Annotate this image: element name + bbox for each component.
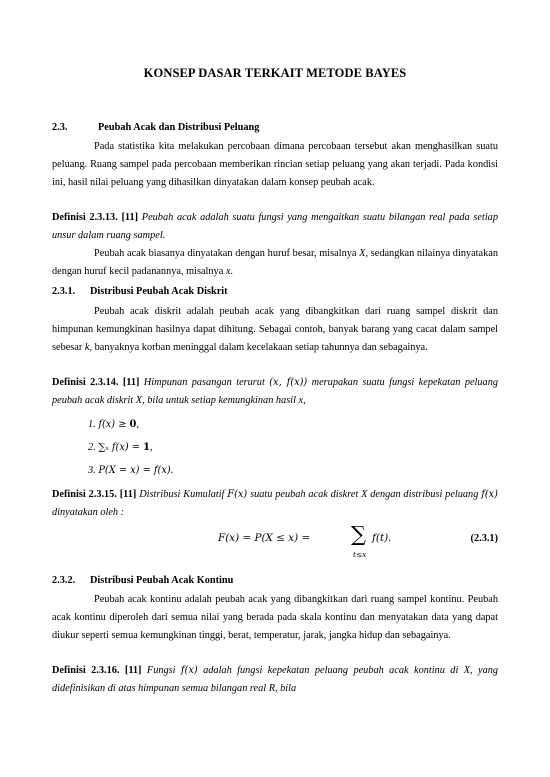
paragraph-notation: [52, 245, 498, 281]
condition-1: [88, 419, 139, 430]
definition-text: suatu peubah acak diskret X dengan distribusi peluang: [247, 489, 482, 500]
definition-2-3-16: [52, 662, 498, 698]
math-expression: f(x): [481, 489, 498, 500]
condition-2: [88, 442, 153, 453]
equation-lhs: F(x) = P(X ≤ x) =: [218, 532, 311, 544]
section-number: 2.3.: [52, 122, 68, 133]
text-run: .: [230, 266, 233, 278]
definition-label: Definisi 2.3.14. [11]: [52, 377, 140, 388]
punctuation: ,: [136, 419, 139, 430]
definition-text: dinyatakan oleh :: [52, 507, 125, 519]
section-title: Peubah Acak dan Distribusi Peluang: [98, 122, 260, 133]
list-number: 2.: [88, 442, 96, 453]
var-k: k: [84, 342, 90, 354]
text-run: , banyaknya korban meninggal dalam kecelakaan setiap tahunnya dan sebagainya.: [89, 342, 428, 354]
paragraph-discrete: [52, 303, 498, 358]
list-number: 1.: [88, 419, 96, 430]
text-run: , sedangkan nilainya dinyatakan dengan huruf kecil padanannya, misalnya: [52, 248, 498, 278]
condition-3: [88, 465, 173, 476]
definition-label: Definisi 2.3.13. [11]: [52, 212, 139, 223]
math-expression: F(x): [227, 489, 248, 500]
section-title: Distribusi Peubah Acak Kontinu: [90, 575, 234, 586]
section-number: 2.3.1.: [52, 286, 76, 297]
section-heading-2-3-1: [52, 286, 228, 297]
paragraph-continuous: Peubah acak kontinu adalah peubah acak yang dibangkitkan dari ruang sampel kontinu. Peubah acak kontinu diperoleh dari semua nilai yang berada pada skala kontinu dan menyatakan data yang dapat diukur seperti semua kemungkinan tinggi, berat, temperatur, jarak, jangka hidup dan sebagainya.: [52, 594, 498, 642]
page-title: KONSEP DASAR TERKAIT METODE BAYES: [143, 66, 407, 80]
definition-2-3-13: [52, 209, 498, 245]
summation-symbol: ∑: [351, 522, 366, 546]
section-heading-2-3: [52, 122, 259, 133]
punctuation: .: [170, 465, 174, 476]
paragraph-intro: Pada statistika kita melakukan percobaan dimana percobaan tersebut akan menghasilkan suatu peluang. Ruang sampel pada percobaan memberikan rincian setiap peluang yang akan terjadi. Pada kondisi ini, hasil nilai peluang yang dihasilkan dinyatakan dalam konsep peubah acak.: [52, 141, 498, 189]
definition-text: Himpunan pasangan terurut: [143, 377, 270, 388]
math-expression: (x, f(x)): [269, 377, 308, 388]
math-expression: f(x) ≥: [98, 419, 130, 430]
definition-text: Distribusi Kumulatif: [139, 489, 228, 500]
definition-label: Definisi 2.3.16. [11]: [52, 665, 142, 676]
definition-text: merupakan suatu fungsi kepekatan peluang peubah acak diskrit X, bila untuk setiap kemungkinan hasil x,: [52, 377, 498, 407]
section-title: Distribusi Peubah Acak Diskrit: [90, 286, 228, 297]
definition-text: Peubah acak adalah suatu fungsi yang mengaitkan suatu bilangan real pada setiap unsur dalam ruang sampel.: [52, 212, 498, 242]
equation-rhs: f(t).: [372, 532, 392, 544]
definition-text: adalah fungsi kepekatan peluang peubah acak kontinu di X, yang didefinisikan di atas himpunan semua bilangan real R, bila: [52, 665, 499, 695]
math-constant: 1: [143, 442, 150, 453]
equation-number: (2.3.1): [470, 533, 498, 544]
punctuation: ,: [149, 442, 153, 453]
math-expression: f(x): [180, 665, 198, 676]
var-x: x: [225, 266, 231, 278]
math-expression: P(X = x) = f(x): [98, 465, 171, 476]
list-number: 3.: [88, 465, 96, 476]
definition-text: Fungsi: [146, 665, 181, 676]
definition-label: Definisi 2.3.15. [11]: [52, 489, 137, 500]
section-number: 2.3.2.: [52, 575, 76, 586]
text-run: Peubah acak biasanya dinyatakan dengan huruf besar, misalnya: [94, 248, 360, 259]
definition-2-3-15: [52, 486, 498, 522]
equation-2-3-1: [52, 522, 498, 568]
definition-2-3-14: [52, 374, 498, 410]
section-heading-2-3-2: [52, 575, 233, 586]
math-constant: 0: [129, 419, 137, 430]
text-run: Peubah acak diskrit adalah peubah acak yang dibangkitkan dari ruang sampel diskrit dan himpunan kemungkinan hasilnya dapat dihitung. Sebagai contoh, banyak barang yang cacat dalam sampel sebesar: [52, 306, 498, 354]
summation-index: t≤x: [353, 550, 367, 559]
math-expression: ∑ₓ f(x) =: [98, 442, 144, 453]
var-X: X: [359, 248, 366, 259]
